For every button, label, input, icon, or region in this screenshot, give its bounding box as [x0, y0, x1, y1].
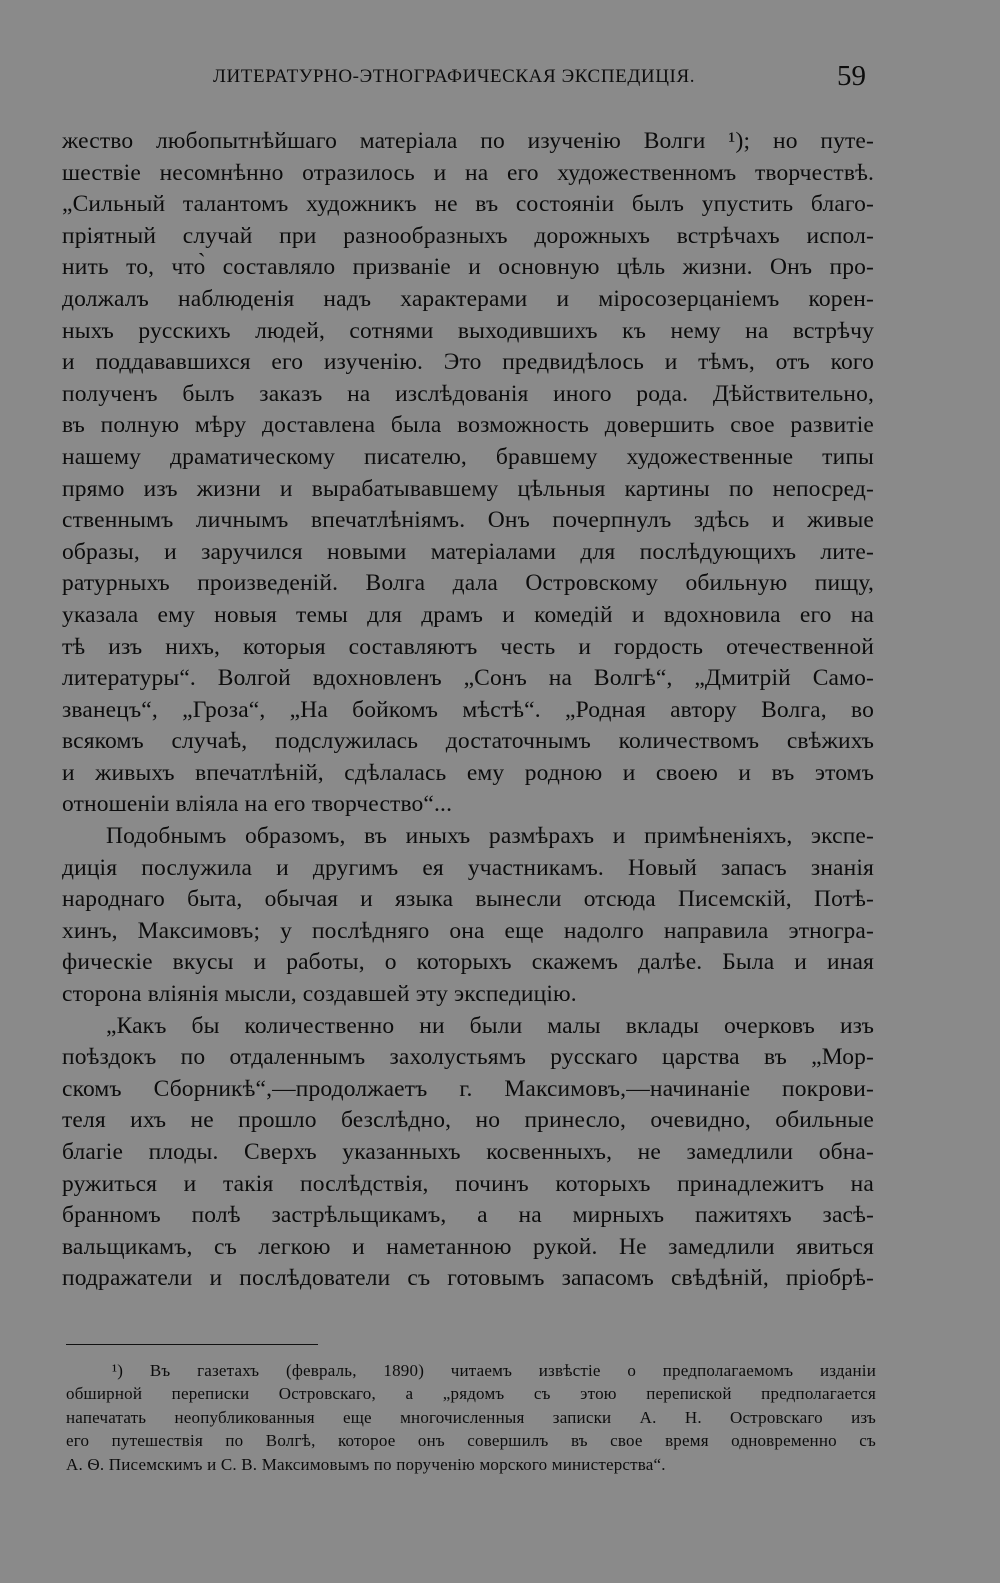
page-number: 59 [837, 60, 866, 92]
text-line: сторона вліянія мысли, создавшей эту экспедицію. [62, 981, 577, 1008]
text-line: пріятный случай при разнообразныхъ дорожныхъ встрѣчахъ испол- [62, 222, 874, 249]
text-line: фическіе вкусы и работы, о которыхъ скажемъ далѣе. Была и иная [62, 949, 874, 976]
text-line: тѣ изъ нихъ, которыя составляютъ честь и гордость отечественной [62, 633, 874, 660]
text-line: въ полную мѣру доставлена была возможность довершить свое развитіе [62, 412, 874, 439]
text-line: образы, и заручился новыми матеріалами для послѣдующихъ лите- [62, 538, 874, 565]
text-line: шествіе несомнѣнно отразилось и на его художественномъ творчествѣ. [62, 159, 874, 186]
running-title: ЛИТЕРАТУРНО-ЭТНОГРАФИЧЕСКАЯ ЭКСПЕДИЦІЯ. [213, 66, 696, 87]
text-line: и живыхъ впечатлѣній, сдѣлалась ему родною и своею и въ этомъ [62, 759, 874, 786]
text-line: должалъ наблюденія надъ характерами и міросозерцаніемъ корен- [62, 285, 874, 312]
text-line: отношеніи вліяла на его творчество“... [62, 791, 453, 818]
text-line: ственнымъ личнымъ впечатлѣніямъ. Онъ почерпнулъ здѣсь и живые [62, 507, 874, 534]
footnote-separator [66, 1344, 318, 1345]
text-line: хинъ, Максимовъ; у послѣдняго она еще надолго направила этногра- [62, 917, 874, 944]
text-line: указала ему новыя темы для драмъ и комедій и вдохновила его на [62, 601, 874, 628]
text-line: Подобнымъ образомъ, въ иныхъ размѣрахъ и примѣненіяхъ, экспе- [106, 823, 874, 850]
text-line: ратурныхъ произведеній. Волга дала Островскому обильную пищу, [62, 570, 874, 597]
footnote [66, 1359, 876, 1476]
text-line: прямо изъ жизни и вырабатывавшему цѣльныя картины по непосред- [62, 475, 874, 502]
text-line: благіе плоды. Сверхъ указанныхъ косвенныхъ, не замедлили обна- [62, 1139, 874, 1165]
text-line: „Какъ бы количественно ни были малы вклады очерковъ изъ [106, 1012, 874, 1039]
text-line: теля ихъ не прошло безслѣдно, но принесло, очевидно, обильные [62, 1107, 874, 1134]
main-text [62, 126, 874, 1295]
text-line: диція послужила и другимъ ея участникамъ. Новый запасъ знанія [62, 854, 874, 881]
text-line: ружиться и такія послѣдствія, починъ которыхъ принадлежитъ на [62, 1170, 874, 1197]
text-line: народнаго быта, обычая и языка вынесли отсюда Писемскій, Потѣ- [62, 886, 874, 913]
text-line: бранномъ полѣ застрѣльщикамъ, а на мирныхъ пажитяхъ засѣ- [62, 1202, 874, 1229]
footnote-line: обширной переписки Островскаго, а „рядомъ съ этою перепиской предполагается [66, 1384, 876, 1404]
footnote-line: его путешествія по Волгѣ, которое онъ совершилъ въ свое время одновременно съ [66, 1431, 876, 1451]
footnote-line: напечатать неопубликованныя еще многочисленныя записки А. Н. Островскаго изъ [66, 1407, 876, 1427]
text-line: „Сильный талантомъ художникъ не въ состояніи былъ упустить благо- [62, 191, 874, 218]
text-line: ныхъ русскихъ людей, сотнями выходившихъ къ нему на встрѣчу [62, 317, 874, 344]
text-line: званецъ“, „Гроза“, „На бойкомъ мѣстѣ“. „Родная автору Волга, во [62, 696, 874, 723]
text-line: полученъ былъ заказъ на изслѣдованія иного рода. Дѣйствительно, [62, 380, 874, 407]
text-line: вальщикамъ, съ легкою и наметанною рукой. Не замедлили явиться [62, 1233, 874, 1260]
text-line: жество любопытнѣйшаго матеріала по изученію Волги ¹); но путе- [62, 128, 874, 154]
footnote-line: ¹) Въ газетахъ (февраль, 1890) читаемъ извѣстіе о предполагаемомъ изданіи [112, 1361, 876, 1380]
text-line: и поддававшихся его изученію. Это предвидѣлось и тѣмъ, отъ кого [62, 349, 874, 376]
text-line: литературы“. Волгой вдохновленъ „Сонъ на Волгѣ“, „Дмитрій Само- [62, 665, 874, 692]
text-line: нашему драматическому писателю, бравшему художественные типы [62, 443, 874, 470]
footnote-line: А. Ѳ. Писемскимъ и С. В. Максимовымъ по порученію морского министерства“. [66, 1454, 666, 1474]
text-line: всякомъ случаѣ, подслужилась достаточнымъ количествомъ свѣжихъ [62, 728, 874, 755]
text-line: нить то, что̀ составляло призваніе и основную цѣль жизни. Онъ про- [62, 254, 874, 281]
text-line: подражатели и послѣдователи съ готовымъ запасомъ свѣдѣній, пріобрѣ- [62, 1265, 874, 1292]
text-line: поѣздокъ по отдаленнымъ захолустьямъ русскаго царства въ „Мор- [62, 1044, 874, 1071]
text-line: скомъ Сборникѣ“,—продолжаетъ г. Максимовъ,—начинаніе покрови- [62, 1075, 874, 1102]
